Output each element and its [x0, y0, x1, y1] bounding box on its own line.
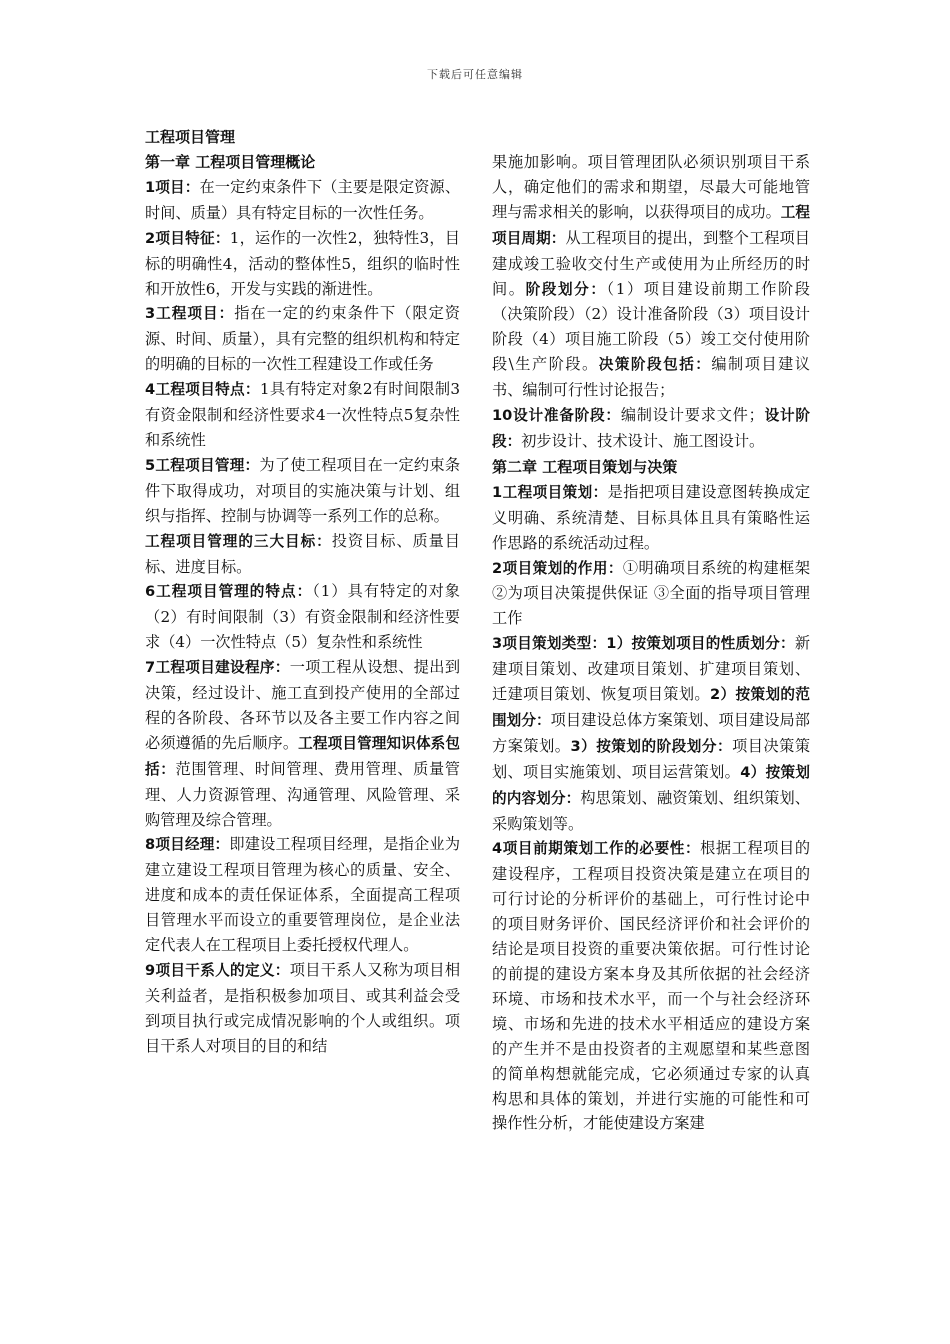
paragraph-text: （1）具有特定的对象（2）有时间限制（3）有资金限制和经济性要求（4）一次性特点（5）复杂性和系统性 [145, 582, 460, 652]
paragraph-construction-procedure [145, 655, 460, 832]
term-heading: 1工程项目策划： [492, 483, 608, 501]
paragraph-text: 即建设工程项目经理，是指企业为建立建设工程项目管理为核心的质量、安全、进度和成本的责任保证体系，全面提高工程项目管理水平而设立的重要管理岗位，是企业法定代表人在工程项目上委托授权代理人。 [145, 835, 460, 955]
paragraph-planning-role [492, 556, 810, 632]
paragraph-text: 1，运作的一次性2，独特性3，目标的明确性4，活动的整体性5，组织的临时性和开放性6，开发与实践的渐进性。 [145, 228, 460, 298]
paragraph-text: 初步设计、技术设计、施工图设计。 [521, 431, 765, 450]
paragraph-text: （1）项目建设前期工作阶段（决策阶段）（2）设计准备阶段（3）项目设计阶段（4）项目施工阶段（5）竣工交付使用阶段\生产阶段。 [492, 279, 810, 374]
document-title: 工程项目管理 [145, 128, 236, 146]
paragraph-project-management [145, 453, 460, 529]
paragraph-text: ①明确项目系统的构建框架 ②为项目决策提供保证 ③全面的指导项目管理工作 [492, 558, 811, 628]
term-heading: 阶段划分： [525, 280, 607, 298]
paragraph-management-features [145, 579, 460, 655]
paragraph-project-features [145, 226, 460, 302]
paragraph-text: 根据工程项目的建设程序，工程项目投资决策是建立在项目的可行讨论的分析评价的基础上，可行性讨论中的项目财务评价、国民经济评价和社会评价的结论是项目投资的重要决策依据。可行性讨论的前提的建设方案本身及其所依据的社会经济环境、市场和技术水平，而一个与社会经济环境、市场和先进的技术水平相适应的建设方案的产生并不是由投资者的主观愿望和某些意图的简单构想就能完成，它必须通过专家的认真构思和具体的策划，并进行实施的可能性和可操作性分析，才能使建设方案建 [492, 839, 811, 1133]
paragraph-text: 果施加影响。项目管理团队必须识别项目干系人，确定他们的需求和期望，尽最大可能地管理与需求相关的影响，以获得项目的成功。 [492, 153, 810, 221]
right-column [492, 150, 810, 1136]
term-heading: 9项目干系人的定义： [145, 962, 290, 979]
paragraph-stakeholders [145, 958, 460, 1059]
term-heading: 4）按策划的内容划分： [492, 763, 811, 807]
paragraph-text: 项目决策策划、项目实施策划、项目运营策划。 [492, 736, 811, 781]
paragraph-text: 范围管理、时间管理、费用管理、质量管理、人力资源管理、沟通管理、风险管理、采购管理及综合管理。 [145, 759, 460, 829]
term-heading: 5工程项目管理： [145, 456, 260, 474]
term-heading: 2项目特征： [145, 229, 230, 247]
paragraph-design-stage [492, 403, 810, 455]
paragraph-early-planning-necessity [492, 836, 810, 1136]
paragraph-text: 从工程项目的提出，到整个工程项目建成竣工验收交付生产或使用为止所经历的时间。 [492, 228, 810, 298]
paragraph-project-characteristics [145, 377, 460, 453]
page-header-note: 下载后可任意编辑 [427, 68, 523, 81]
paragraph-text: 指在一定的约束条件下（限定资源、时间、质量），具有完整的组织机构和特定的明确的目标的一次性工程建设工作或任务 [145, 304, 460, 374]
left-column [145, 150, 460, 1059]
paragraph-project-manager [145, 832, 460, 958]
term-heading: 工程项目周期： [492, 203, 810, 247]
paragraph-text: 一项工程从设想、提出到决策，经过设计、施工直到投产使用的全部过程的各阶段、各环节以及各主要工作内容之间必须遵循的先后顺序。 [145, 658, 461, 752]
paragraph-text: 编制设计要求文件； [620, 406, 764, 425]
paragraph-planning-types [492, 631, 810, 836]
term-heading: 4工程项目特点： [145, 381, 260, 399]
chapter-1-title: 第一章 工程项目管理概论 [145, 153, 316, 171]
paragraph-text: 项目干系人又称为项目相关利益者，是指积极参加项目、或其利益会受到项目执行或完成情况影响的个人或组织。项目干系人对项目的目的和结 [145, 961, 461, 1055]
paragraph-engineering-project [145, 301, 460, 377]
term-heading: 2项目策划的作用： [492, 559, 623, 577]
paragraph-three-goals [145, 529, 460, 580]
term-heading: 决策阶段包括： [598, 356, 712, 374]
paragraph-project-definition [145, 175, 460, 226]
paragraph-text: 构思策划、融资策划、组织策划、采购策划等。 [492, 788, 810, 833]
term-heading: 3工程项目： [145, 305, 235, 323]
paragraph-text: 在一定约束条件下（主要是限定资源、时间、质量）具有特定目标的一次性任务。 [145, 177, 461, 222]
term-heading: 3）按策划的阶段划分： [570, 737, 733, 755]
term-heading: 7工程项目建设程序： [145, 659, 290, 677]
term-heading: 工程项目管理知识体系包括： [145, 734, 460, 778]
term-heading: 8项目经理： [145, 836, 230, 854]
term-heading: 4项目前期策划工作的必要性： [492, 840, 701, 858]
paragraph-text: 1具有特定对象2有时间限制3有资金限制和经济性要求4一次性特点5复杂性和系统性 [145, 380, 460, 449]
paragraph-text: 编制项目建议书、编制可行性讨论报告； [492, 355, 810, 400]
term-heading: 10设计准备阶段： [492, 407, 621, 425]
paragraph-text: 新建项目策划、改建项目策划、扩建项目策划、迁建项目策划、恢复项目策划。 [492, 634, 810, 704]
term-heading: 工程项目管理的三大目标： [145, 532, 332, 550]
term-heading: 3项目策划类型：1）按策划项目的性质划分： [492, 635, 795, 653]
paragraph-text: 是指把项目建设意图转换成定义明确、系统清楚、目标具体且具有策略性运作思路的系统活动过程。 [492, 482, 811, 552]
paragraph-project-cycle [492, 150, 810, 403]
paragraph-text: 投资目标、质量目标、进度目标。 [145, 531, 460, 576]
term-heading: 6工程项目管理的特点： [145, 583, 313, 601]
paragraph-project-planning [492, 480, 810, 556]
paragraph-text: 为了使工程项目在一定约束条件下取得成功，对项目的实施决策与计划、组织与指挥、控制与协调等一系列工作的总称。 [145, 455, 461, 525]
chapter-2-title: 第二章 工程项目策划与决策 [492, 457, 678, 476]
term-heading: 设计阶段： [492, 407, 811, 450]
paragraph-text: 项目建设总体方案策划、项目建设局部方案策划。 [492, 710, 810, 755]
term-heading: 1项目： [145, 178, 200, 196]
term-heading: 2）按策划的范围划分： [492, 686, 810, 729]
